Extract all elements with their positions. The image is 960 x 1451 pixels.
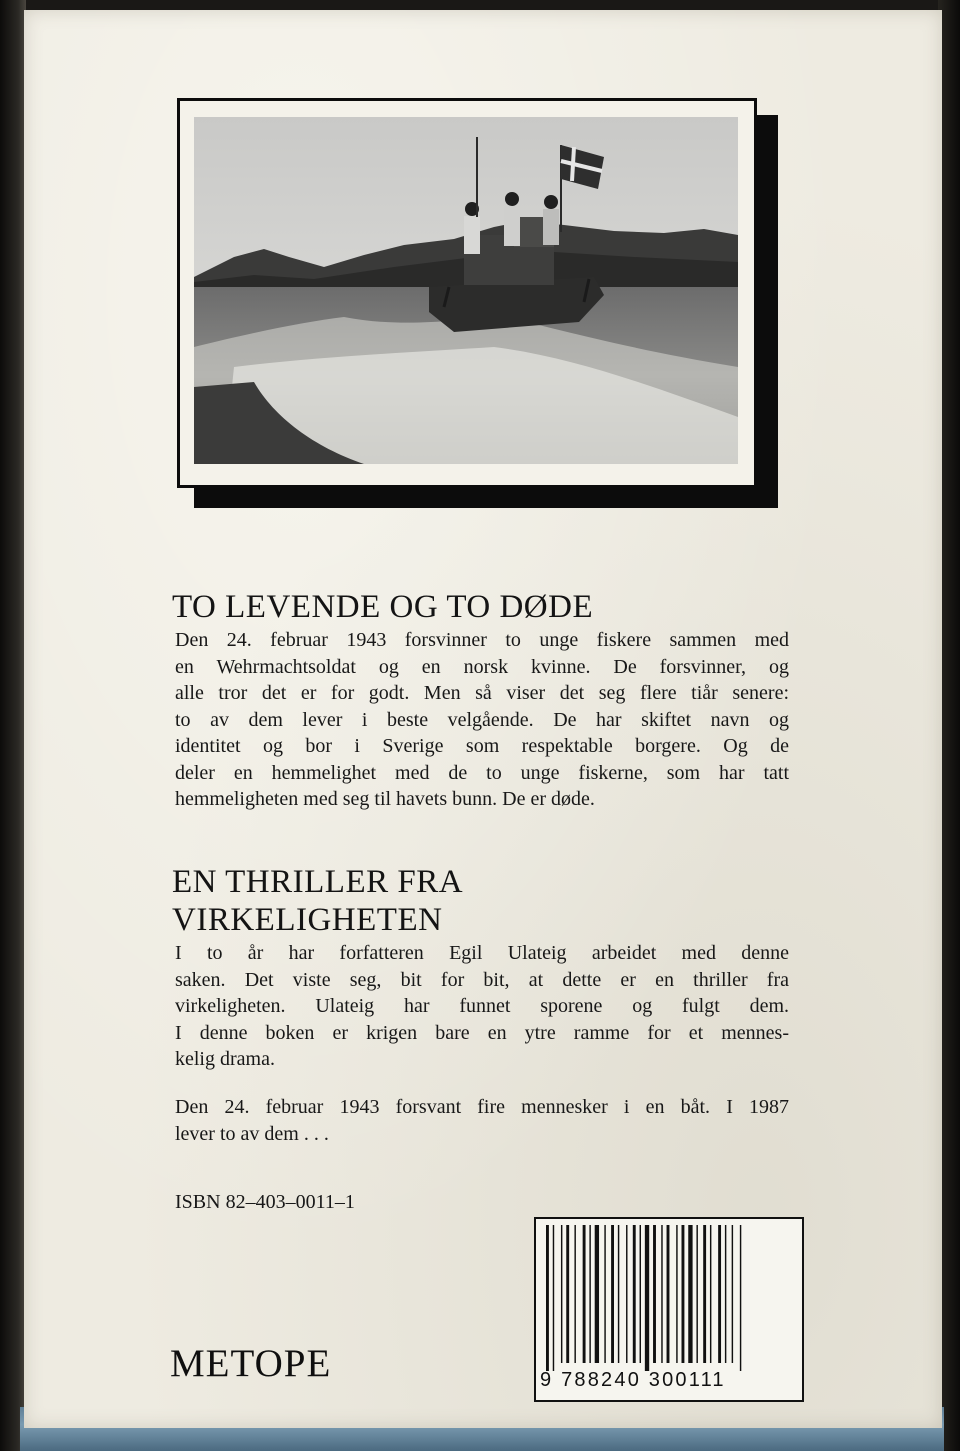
section1-paragraph — [175, 627, 789, 813]
barcode-bar — [553, 1225, 554, 1371]
book-spine-edge — [0, 0, 26, 1451]
paragraph-line: I to år har forfatteren Egil Ulateig arbeidet med denne — [175, 942, 789, 964]
barcode-bar — [725, 1225, 726, 1363]
publisher-logo: METOPE — [170, 1342, 332, 1385]
barcode-bar — [595, 1225, 599, 1363]
barcode-bar — [566, 1225, 569, 1363]
paragraph-line: Den 24. februar 1943 forsvinner to unge fiskere sammen med — [175, 629, 789, 651]
paragraph-line: deler en hemmelighet med de to unge fiskerne, som har tatt — [175, 761, 789, 784]
barcode-bar — [676, 1225, 677, 1363]
barcode-bar — [574, 1225, 575, 1363]
section3-paragraph — [175, 1094, 789, 1147]
section2-paragraph — [175, 940, 789, 1073]
barcode-bar — [661, 1225, 662, 1363]
paragraph-line: kelig drama. — [175, 1048, 275, 1070]
barcode-bars — [544, 1225, 794, 1375]
paragraph-line: virkeligheten. Ulateig har funnet sporene og fulgt dem. — [175, 995, 789, 1017]
back-cover — [24, 10, 942, 1428]
paragraph-line: I denne boken er krigen bare en ytre ramme for et mennes- — [175, 1021, 789, 1044]
barcode-bar — [618, 1225, 619, 1363]
barcode-bar — [740, 1225, 741, 1371]
barcode-bar — [546, 1225, 549, 1371]
section-heading-to-levende: TO LEVENDE OG TO DØDE — [172, 589, 594, 625]
section-heading-thriller-line2: VIRKELIGHETEN — [172, 902, 443, 938]
paragraph-line: lever to av dem . . . — [175, 1122, 329, 1145]
paragraph-line: alle tror det er for godt. Men så viser det seg flere tiår senere: — [175, 682, 789, 704]
barcode-bar — [640, 1225, 641, 1363]
barcode-bar — [688, 1225, 692, 1363]
barcode-bar — [626, 1225, 627, 1363]
barcode-bar — [710, 1225, 711, 1363]
barcode-bar — [718, 1225, 721, 1363]
barcode-bar — [732, 1225, 733, 1363]
paragraph-line: en Wehrmachtsoldat og en norsk kvinne. De forsvinner, og — [175, 655, 789, 678]
barcode-bar — [589, 1225, 590, 1363]
barcode-bar — [583, 1225, 586, 1363]
barcode-bar — [645, 1225, 649, 1371]
barcode-bar — [604, 1225, 605, 1363]
barcode-bar — [703, 1225, 706, 1363]
barcode-bar — [667, 1225, 670, 1363]
barcode-bar — [561, 1225, 562, 1363]
isbn-number: ISBN 82–403–0011–1 — [175, 1191, 355, 1213]
barcode-digits: 9 788240 300111 — [540, 1369, 726, 1391]
boat-photo-illustration — [194, 117, 738, 464]
barcode-bar — [611, 1225, 614, 1363]
section-heading-thriller-line1: EN THRILLER FRA — [172, 864, 464, 900]
paragraph-line: hemmeligheten med seg til havets bunn. De er døde. — [175, 788, 595, 810]
barcode-bar — [682, 1225, 685, 1363]
barcode-bar — [696, 1225, 697, 1363]
paragraph-line: identitet og bor i Sverige som respektable borgere. Og de — [175, 735, 789, 757]
paragraph-line: to av dem lever i beste velgående. De har skiftet navn og — [175, 708, 789, 731]
photo-frame — [177, 98, 757, 488]
barcode — [534, 1217, 804, 1402]
paragraph-line: saken. Det viste seg, bit for bit, at dette er en thriller fra — [175, 968, 789, 991]
paragraph-line: Den 24. februar 1943 forsvant fire mennesker i en båt. I 1987 — [175, 1096, 789, 1118]
boat-photograph — [194, 117, 738, 464]
barcode-bar — [633, 1225, 636, 1363]
barcode-bar — [653, 1225, 656, 1363]
